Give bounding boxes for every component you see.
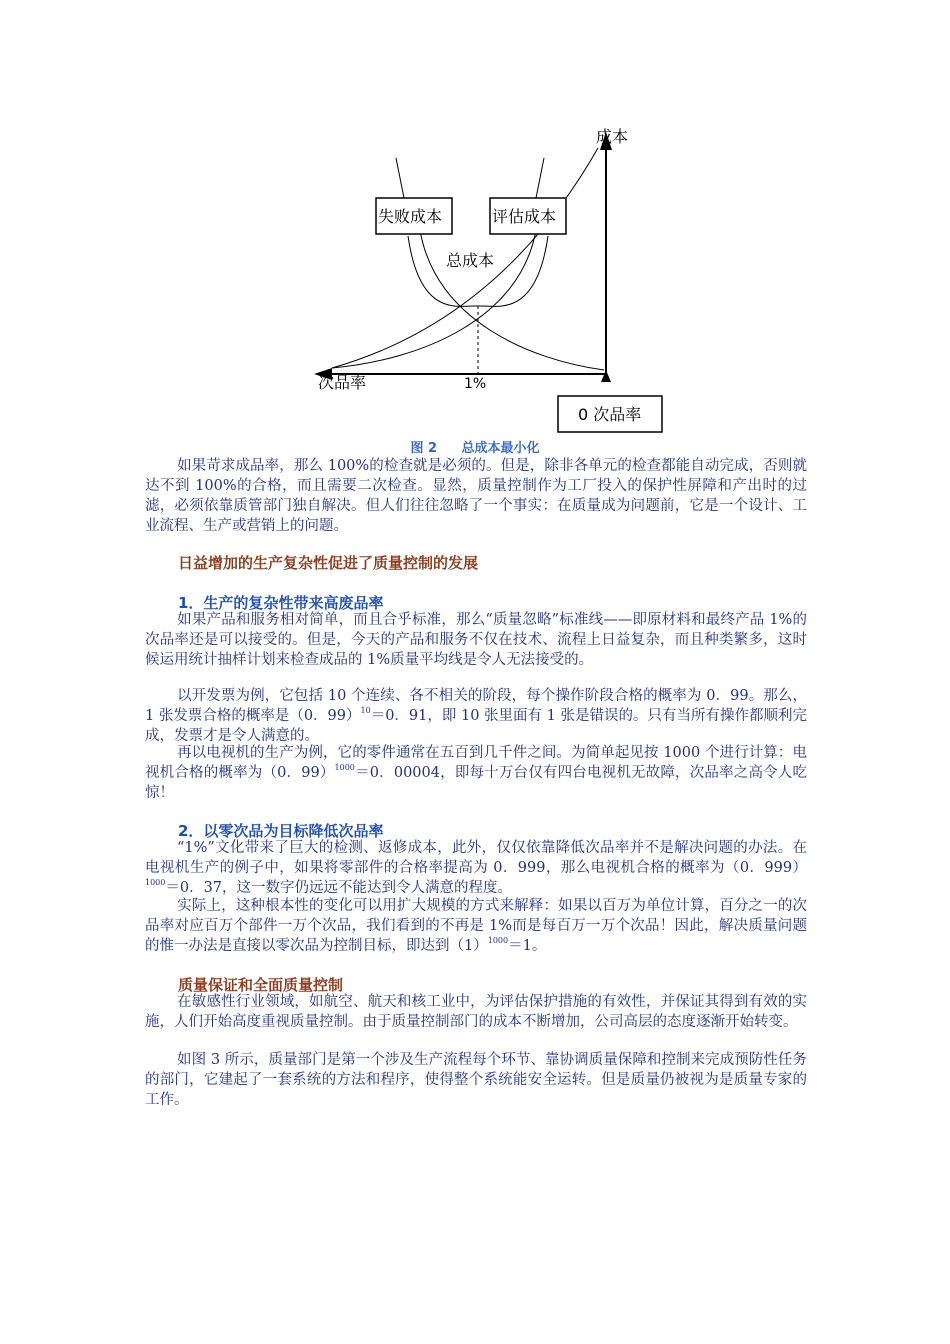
total-cost-label: 总成本 <box>446 251 495 270</box>
tv-exponent: 1000 <box>334 763 355 772</box>
defect-rate-axis-label: 次品率 <box>318 373 367 392</box>
culture-text-a: “1%”文化带来了巨大的检测、返修成本，此外，仅仅依靠降低次品率并不是解决问题的办法。在电视机生产的例子中，如果将零部件的合格率提高为 0．999，那么电视机合格的概率为（0．999） <box>145 840 807 876</box>
invoice-exponent: 10 <box>360 706 371 715</box>
failure-cost-rising-curve <box>332 230 536 368</box>
culture-exponent: 1000 <box>145 878 166 887</box>
evaluation-leader-line <box>536 158 544 198</box>
tv-text-a: 再以电视机的生产为例，它的零件通常在五百到几千件之间。为简单起见按 1000 个进行计算：电视机合格的概率为（0．99） <box>145 745 807 781</box>
paragraph-one-percent <box>145 610 807 670</box>
paragraph-scale <box>145 896 807 956</box>
paragraph-sensitive-industries <box>145 992 807 1032</box>
tv-text-b: ＝0．00004，即每十万台仅有四台电视机无故障，次品率之高令人吃惊！ <box>145 765 807 801</box>
failure-cost-label: 失败成本 <box>378 207 443 226</box>
figure-caption <box>0 437 950 456</box>
cost-axis-label: 成本 <box>596 127 629 146</box>
section-heading-quality-assurance: 质量保证和全面质量控制 <box>178 976 344 994</box>
paragraph-figure3 <box>145 1050 807 1110</box>
paragraph-one-percent-text: 如果产品和服务相对简单，而且合乎标准，那么“质量忽略”标准线——即原材料和最终产品 1%的次品率还是可以接受的。但是，今天的产品和服务不仅在技术、流程上日益复杂，而且种类繁多，这时候运用统计抽样计划来检查成品的 1%质量平均线是令人无法接受的。 <box>145 612 807 668</box>
zero-defect-label: 0 次品率 <box>578 405 642 424</box>
subheading-high-scrap: 1．生产的复杂性带来高废品率 <box>178 594 384 612</box>
figure-number: 图 2 <box>410 441 438 456</box>
figure-title: 总成本最小化 <box>461 441 540 456</box>
figure3-text: 如图 3 所示，质量部门是第一个涉及生产流程每个环节、靠协调质量保障和控制来完成预防性任务的部门，它建起了一套系统的方法和程序，使得整个系统能安全运转。但是质量仍被视为是质量专家的工作。 <box>145 1052 807 1108</box>
one-percent-label: 1% <box>464 376 487 392</box>
origin-arrow <box>601 370 611 382</box>
invoice-text-b: ＝0．91，即 10 张里面有 1 张是错误的。只有当所有操作都顺利完成，发票才是令人满意的。 <box>145 708 807 744</box>
subheading-zero-defect: 2．以零次品为目标降低次品率 <box>178 822 384 840</box>
paragraph-one-percent-culture <box>145 838 807 898</box>
section-heading-complexity: 日益增加的生产复杂性促进了质量控制的发展 <box>178 554 479 572</box>
scale-text-b: ＝1。 <box>508 938 547 954</box>
invoice-text-a: 以开发票为例，它包括 10 个连续、各不相关的阶段，每个操作阶段合格的概率为 0．99。那么，1 张发票合格的概率是（0．99） <box>145 688 807 724</box>
total-cost-figure <box>300 120 680 440</box>
paragraph-inspection-text: 如果苛求成品率，那么 100%的检查就是必须的。但是，除非各单元的检查都能自动完成，否则就达不到 100%的合格，而且需要二次检查。显然，质量控制作为工厂投入的保护性屏障和产出时的过滤，必须依靠质管部门独自解决。但人们往往忽略了一个事实：在质量成为问题前，它是一个设计、工业流程、生产或营销上的问题。 <box>145 458 807 534</box>
sensitive-industries-text: 在敏感性行业领域，如航空、航天和核工业中，为评估保护措施的有效性，并保证其得到有效的实施，人们开始高度重视质量控制。由于质量控制部门的成本不断增加，公司高层的态度逐渐开始转变。 <box>145 994 807 1030</box>
paragraph-tv <box>145 743 807 803</box>
paragraph-inspection <box>145 456 807 536</box>
failure-leader-line <box>396 158 404 198</box>
culture-text-b: ＝0．37，这一数字仍远远不能达到令人满意的程度。 <box>165 880 513 896</box>
paragraph-invoice <box>145 686 807 746</box>
evaluation-cost-label: 评估成本 <box>492 207 557 226</box>
scale-text-a: 实际上，这种根本性的变化可以用扩大规模的方式来解释：如果以百万为单位计算，百分之一的次品率对应百万个部件一万个次品，我们看到的不再是 1%而是每百万一万个次品！因此，解决质量问题的惟一办法是直接以零次品为控制目标，即达到（1） <box>145 898 807 954</box>
scale-exponent: 1000 <box>487 936 509 945</box>
